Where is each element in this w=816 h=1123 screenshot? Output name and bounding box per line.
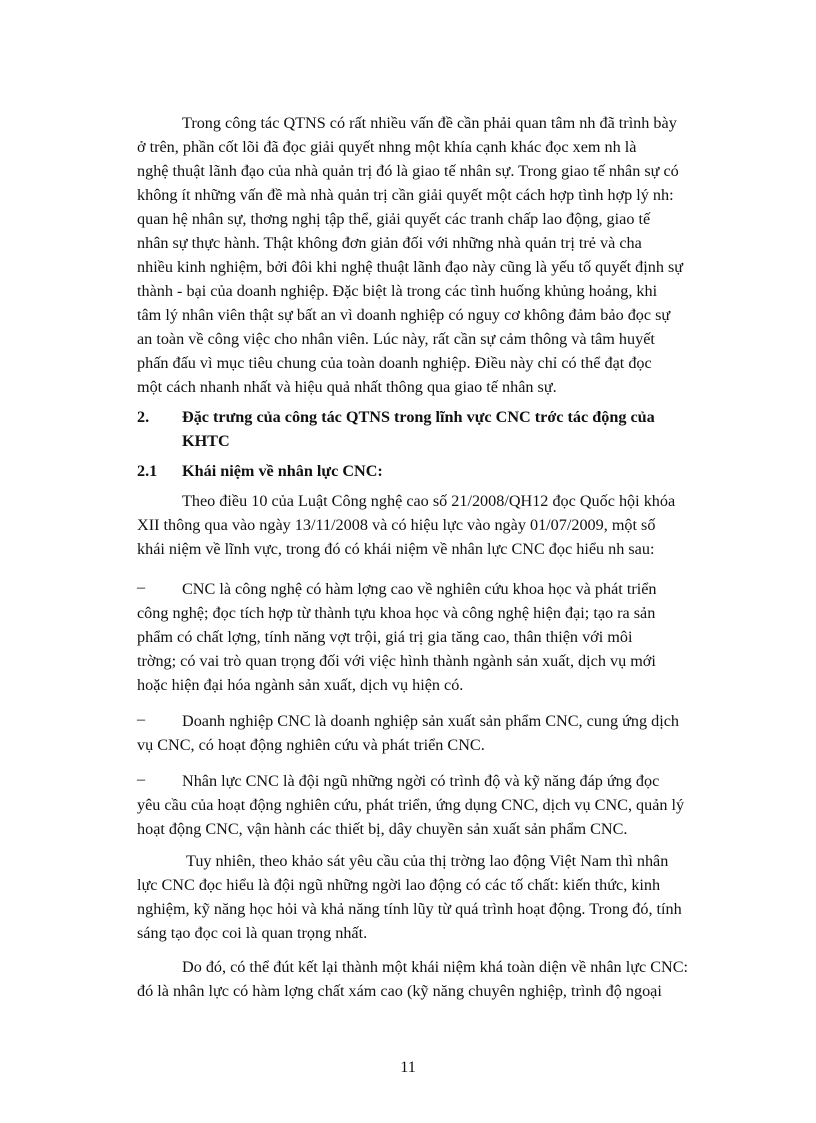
section-number: 2. (137, 408, 150, 426)
bullet-dash: – (137, 770, 146, 788)
text-line: Do đó, có thể đút kết lại thành một khái niệm khá toàn diện về nhân lực CNC: (182, 958, 688, 976)
text-line: Tuy nhiên, theo khảo sát yêu cầu của thị trờng lao động Việt Nam thì nhân (186, 852, 669, 870)
text-line: Doanh nghiệp CNC là doanh nghiệp sản xuất sản phẩm CNC, cung ứng dịch (182, 712, 680, 730)
text-line: trờng; có vai trò quan trọng đối với việc hình thành ngành sản xuất, dịch vụ mới (137, 652, 656, 670)
text-line: công nghệ; đọc tích hợp từ thành tựu khoa học và công nghệ hiện đại; tạo ra sản (137, 604, 656, 622)
text-line: hoặc hiện đại hóa ngành sản xuất, dịch vụ hiện có. (137, 676, 464, 694)
text-line: Trong công tác QTNS có rất nhiều vấn đề cần phải quan tâm nh đã trình bày (182, 114, 677, 132)
text-line: ở trên, phần cốt lõi đã đọc giải quyết nhng một khía cạnh khác đọc xem nh là (137, 138, 637, 156)
text-line: khái niệm về lĩnh vực, trong đó có khái niệm về nhân lực CNC đọc hiểu nh sau: (137, 540, 655, 558)
text-line: nghệ thuật lãnh đạo của nhà quản trị đó là giao tế nhân sự. Trong giao tế nhân sự có (137, 162, 679, 180)
text-line: nhiều kinh nghiệm, bởi đôi khi nghệ thuật lãnh đạo này cũng là yếu tố quyết định sự (137, 258, 684, 276)
text-line: an toàn về công việc cho nhân viên. Lúc này, rất cần sự cảm thông và tâm huyết (137, 330, 655, 348)
text-line: quan hệ nhân sự, thơng nghị tập thể, giải quyết các tranh chấp lao động, giao tế (137, 210, 651, 228)
text-line: lực CNC đọc hiểu là đội ngũ những ngời lao động có các tố chất: kiến thức, kinh (137, 876, 661, 894)
text-line: Nhân lực CNC là đội ngũ những ngời có trình độ và kỹ năng đáp ứng đọc (182, 772, 660, 790)
text-line: phẩm có chất lợng, tính năng vợt trội, giá trị gia tăng cao, thân thiện với môi (137, 628, 633, 646)
text-line: tâm lý nhân viên thật sự bất an vì doanh nghiệp có nguy cơ không đảm bảo đọc sự (137, 306, 671, 324)
text-line: đó là nhân lực có hàm lợng chất xám cao (kỹ năng chuyên nghiệp, trình độ ngoại (137, 982, 662, 1000)
page-number: 11 (400, 1058, 416, 1076)
section-title: Khái niệm về nhân lực CNC: (182, 462, 383, 480)
text-line: vụ CNC, có hoạt động nghiên cứu và phát triển CNC. (137, 736, 485, 754)
text-line: CNC là công nghệ có hàm lợng cao về nghiên cứu khoa học và phát triển (182, 580, 657, 598)
text-line: nhân sự thực hành. Thật không đơn giản đối với những nhà quản trị trẻ và cha (137, 234, 642, 252)
text-line: thành - bại của doanh nghiệp. Đặc biệt là trong các tình huống khủng hoảng, khi (137, 282, 658, 300)
bullet-dash: – (137, 578, 146, 596)
section-title: KHTC (182, 432, 230, 450)
text-line: không ít những vấn đề mà nhà quản trị cần giải quyết một cách hợp tình hợp lý nh: (137, 186, 674, 204)
text-line: một cách nhanh nhất và hiệu quả nhất thông qua giao tế nhân sự. (137, 378, 557, 396)
text-line: Theo điều 10 của Luật Công nghệ cao số 21/2008/QH12 đọc Quốc hội khóa (182, 492, 676, 510)
text-line: phấn đấu vì mục tiêu chung của toàn doanh nghiệp. Điều này chỉ có thể đạt đọc (137, 354, 652, 372)
section-title: Đặc trưng của công tác QTNS trong lĩnh vực CNC trớc tác động của (182, 408, 655, 426)
text-line: XII thông qua vào ngày 13/11/2008 và có hiệu lực vào ngày 01/07/2009, một số (137, 516, 656, 534)
bullet-dash: – (137, 710, 146, 728)
text-line: yêu cầu của hoạt động nghiên cứu, phát triển, ứng dụng CNC, dịch vụ CNC, quản lý (137, 796, 685, 814)
text-line: nghiệm, kỹ năng học hỏi và khả năng tính lũy từ quá trình hoạt động. Trong đó, tính (137, 900, 682, 918)
section-number: 2.1 (137, 462, 158, 480)
text-line: hoạt động CNC, vận hành các thiết bị, dây chuyền sản xuất sản phẩm CNC. (137, 820, 628, 838)
text-line: sáng tạo đọc coi là quan trọng nhất. (137, 924, 368, 942)
